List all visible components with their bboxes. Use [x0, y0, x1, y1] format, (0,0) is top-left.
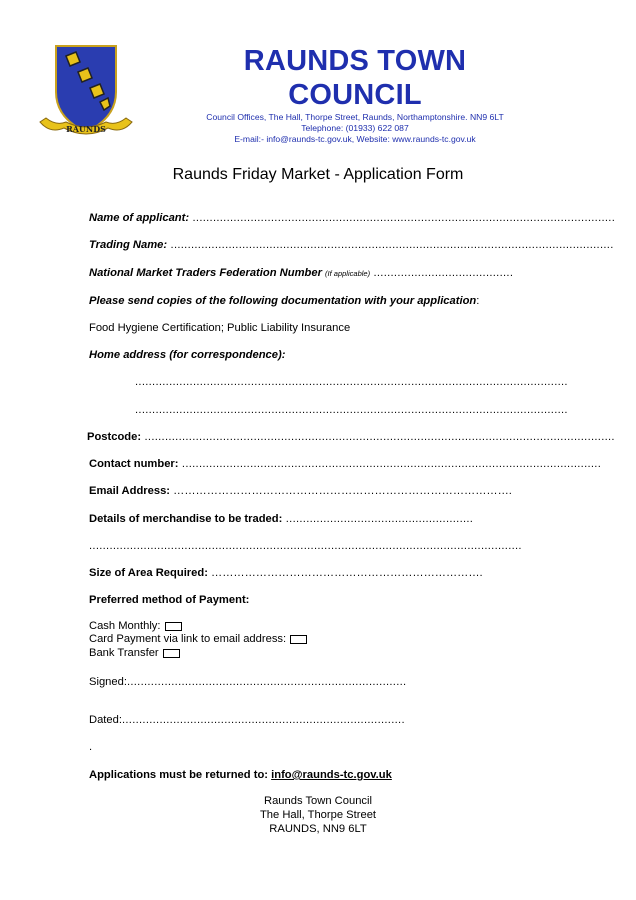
payment-option-cash-label: Cash Monthly:	[89, 620, 161, 632]
merchandise-line-2[interactable]: ...............................................................................................................................	[89, 540, 522, 552]
nmtf-note: (If applicable)	[325, 269, 371, 278]
home-address-line-2[interactable]: ...............................................................................................................................	[135, 404, 568, 416]
payment-option-bank[interactable]	[89, 646, 180, 660]
documentation-label: Please send copies of the following documentation with your application	[89, 295, 477, 307]
merchandise-dots: .......................................................	[282, 513, 474, 525]
payment-bank-checkbox[interactable]	[163, 649, 180, 658]
return-email-link[interactable]: info@raunds-tc.gov.uk	[271, 769, 392, 781]
applicant-name-dots: ............................................................................................................................	[189, 212, 616, 224]
crest-scroll-text: RAUNDS	[66, 124, 106, 134]
raunds-crest-logo	[36, 40, 136, 140]
trading-name-dots: ..................................................................................................................................	[167, 239, 614, 251]
area-size-field[interactable]	[89, 566, 483, 580]
postcode-dots: ..........................................................................................................................................	[141, 431, 615, 443]
home-address-label: Home address (for correspondence):	[89, 349, 286, 361]
return-label: Applications must be returned to:	[89, 769, 269, 781]
council-name: RAUNDS TOWN COUNCIL	[243, 45, 467, 111]
council-address: Council Offices, The Hall, Thorpe Street, Raunds, Northamptonshire. NN9 6LT	[206, 112, 504, 122]
documentation-list: Food Hygiene Certification; Public Liability Insurance	[89, 322, 351, 334]
form-title: Raunds Friday Market - Application Form	[172, 166, 464, 183]
stray-dot: .	[89, 741, 93, 753]
return-address-line-1: Raunds Town Council	[263, 795, 372, 807]
email-address-field[interactable]	[89, 484, 541, 498]
dated-label: Dated:	[89, 714, 122, 726]
trading-name-label: Trading Name:	[89, 239, 168, 251]
nmtf-dots: .........................................	[370, 267, 514, 279]
payment-card-checkbox[interactable]	[290, 635, 307, 644]
email-address-label: Email Address:	[89, 485, 171, 497]
area-size-label: Size of Area Required:	[89, 567, 208, 579]
dated-dots: ...................................................................................	[121, 714, 405, 726]
council-telephone: Telephone: (01933) 622 087	[301, 123, 409, 133]
payment-option-bank-label: Bank Transfer	[89, 647, 159, 659]
trading-name-field[interactable]	[89, 238, 614, 252]
area-size-dots: ……………………………………………………………….	[207, 567, 483, 579]
signed-dots: ..................................................................................	[126, 676, 407, 688]
signed-label: Signed:	[89, 676, 127, 688]
contact-number-dots: ...........................................................................................................................	[178, 458, 602, 470]
postcode-field[interactable]	[87, 430, 615, 444]
applicant-name-field[interactable]	[89, 211, 616, 225]
home-address-line-1[interactable]: ...............................................................................................................................	[135, 376, 568, 388]
dated-field[interactable]	[89, 713, 405, 727]
nmtf-label: National Market Traders Federation Number	[89, 267, 322, 279]
merchandise-field[interactable]	[89, 512, 473, 526]
signed-field[interactable]	[89, 675, 407, 689]
contact-number-field[interactable]	[89, 457, 602, 471]
council-contact: E-mail:- info@raunds-tc.gov.uk, Website: www.raunds-tc.gov.uk	[234, 134, 476, 144]
nmtf-number-field[interactable]	[89, 266, 529, 281]
return-address-line-3: RAUNDS, NN9 6LT	[269, 823, 367, 835]
documentation-colon: :	[476, 295, 480, 307]
payment-cash-checkbox[interactable]	[165, 622, 182, 631]
email-address-dots: ……………………………………………………………………………….	[170, 485, 512, 497]
payment-option-card-label: Card Payment via link to email address:	[89, 633, 287, 645]
return-address-line-2: The Hall, Thorpe Street	[259, 809, 377, 821]
postcode-label: Postcode:	[87, 431, 142, 443]
letterhead	[180, 44, 530, 145]
contact-number-label: Contact number:	[89, 458, 179, 470]
return-address	[0, 794, 636, 836]
payment-option-card[interactable]	[89, 632, 307, 646]
return-instruction	[89, 768, 392, 782]
payment-option-cash[interactable]	[89, 619, 182, 633]
applicant-name-label: Name of applicant:	[89, 212, 190, 224]
merchandise-label: Details of merchandise to be traded:	[89, 513, 283, 525]
payment-method-label: Preferred method of Payment:	[89, 594, 250, 606]
documentation-heading	[89, 294, 479, 308]
